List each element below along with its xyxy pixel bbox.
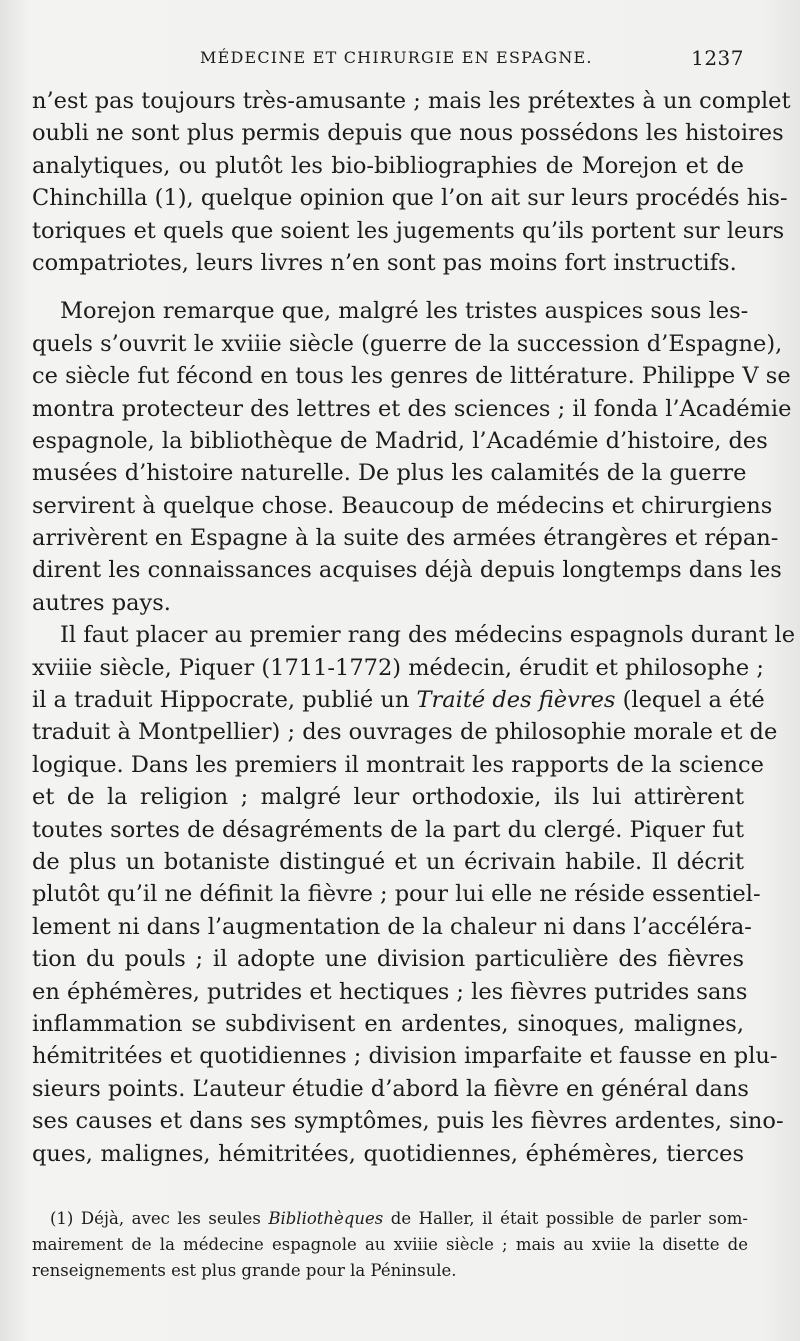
text-line: sieurs points. L’auteur étudie d’abord la fièvre en général dans [32,1075,749,1102]
text-line: toutes sortes de désagréments de la part du clergé. Piquer fut [32,816,744,843]
footnote-line [32,1206,748,1232]
footnote [32,1206,748,1284]
text-line: en éphémères, putrides et hectiques ; les fièvres putrides sans [32,978,748,1005]
text-line: ses causes et dans ses symptômes, puis les fièvres ardentes, sino- [32,1108,784,1135]
line-segment: (lequel a été [615,687,765,714]
text-line: quels s’ouvrit le xviiie siècle (guerre de la succession d’Espagne), [32,330,783,357]
text-line: n’est pas toujours très-amusante ; mais les prétextes à un complet [32,88,791,114]
text-line: logique. Dans les premiers il montrait les rapports de la science [32,751,764,778]
text-line: tion du pouls ; il adopte une division particulière des fièvres [32,946,744,973]
page-header [32,46,748,74]
text-line: musées d’histoire naturelle. De plus les calamités de la guerre [32,460,747,487]
text-line: montra protecteur des lettres et des sciences ; il fonda l’Académie [32,395,792,422]
paragraph-gap [32,279,744,295]
running-head: MÉDECINE ET CHIRURGIE EN ESPAGNE. [200,48,593,67]
text-line: traduit à Montpellier) ; des ouvrages de philosophie morale et de [32,719,778,746]
footnote-line: renseignements est plus grande pour la Péninsule. [32,1261,457,1280]
text-line: analytiques, ou plutôt les bio-bibliographies de Morejon et de [32,152,744,179]
text-line: arrivèrent en Espagne à la suite des armées étrangères et répan- [32,525,779,552]
paragraph-2 [32,295,792,619]
text-line: dirent les connaissances acquises déjà depuis longtemps dans les [32,557,782,584]
text-line: de plus un botaniste distingué et un écrivain habile. Il décrit [32,848,744,875]
text-line: ce siècle fut fécond en tous les genres de littérature. Philippe V se [32,363,791,390]
page-number: 1237 [691,46,744,70]
text-line: xviiie siècle, Piquer (1711-1772) médecin, érudit et philosophe ; [32,654,764,681]
footnote-title: Bibliothèques [268,1209,384,1228]
text-line: ques, malignes, hémitritées, quotidiennes, éphémères, tierces [32,1140,744,1167]
text-line: plutôt qu’il ne définit la fièvre ; pour lui elle ne réside essentiel- [32,881,761,908]
text-line: Il faut placer au premier rang des médecins espagnols durant le [60,622,796,649]
body-text [32,85,796,1170]
text-line: compatriotes, leurs livres n’en sont pas moins fort instructifs. [32,249,737,276]
text-line: Morejon remarque que, malgré les tristes auspices sous les- [60,298,749,325]
line-segment: de Haller, il était possible de parler som- [383,1209,748,1228]
text-line: lement ni dans l’augmentation de la chaleur ni dans l’accéléra- [32,913,752,940]
text-line: Chinchilla (1), quelque opinion que l’on ait sur leurs procédés his- [32,185,788,212]
text-line: hémitritées et quotidiennes ; division imparfaite et fausse en plu- [32,1043,778,1070]
paragraph-3 [32,619,796,1170]
footnote-line: mairement de la médecine espagnole au xviiie siècle ; mais au xviie la disette de [32,1235,748,1254]
text-line: espagnole, la bibliothèque de Madrid, l’Académie d’histoire, des [32,427,768,454]
text-line: autres pays. [32,589,171,616]
line-segment: (1) Déjà, avec les seules [50,1209,269,1228]
text-line: inflammation se subdivisent en ardentes, sinoques, malignes, [32,1010,744,1037]
text-line: servirent à quelque chose. Beaucoup de médecins et chirurgiens [32,492,773,519]
text-line-with-title [32,684,765,716]
text-line: toriques et quels que soient les jugements qu’ils portent sur leurs [32,217,785,244]
book-title: Traité des fièvres [416,687,616,714]
text-line: et de la religion ; malgré leur orthodoxie, ils lui attirèrent [32,784,744,811]
line-segment: il a traduit Hippocrate, publié un [32,687,417,714]
text-line: oubli ne sont plus permis depuis que nous possédons les histoires [32,120,784,147]
paragraph-1 [32,85,791,279]
